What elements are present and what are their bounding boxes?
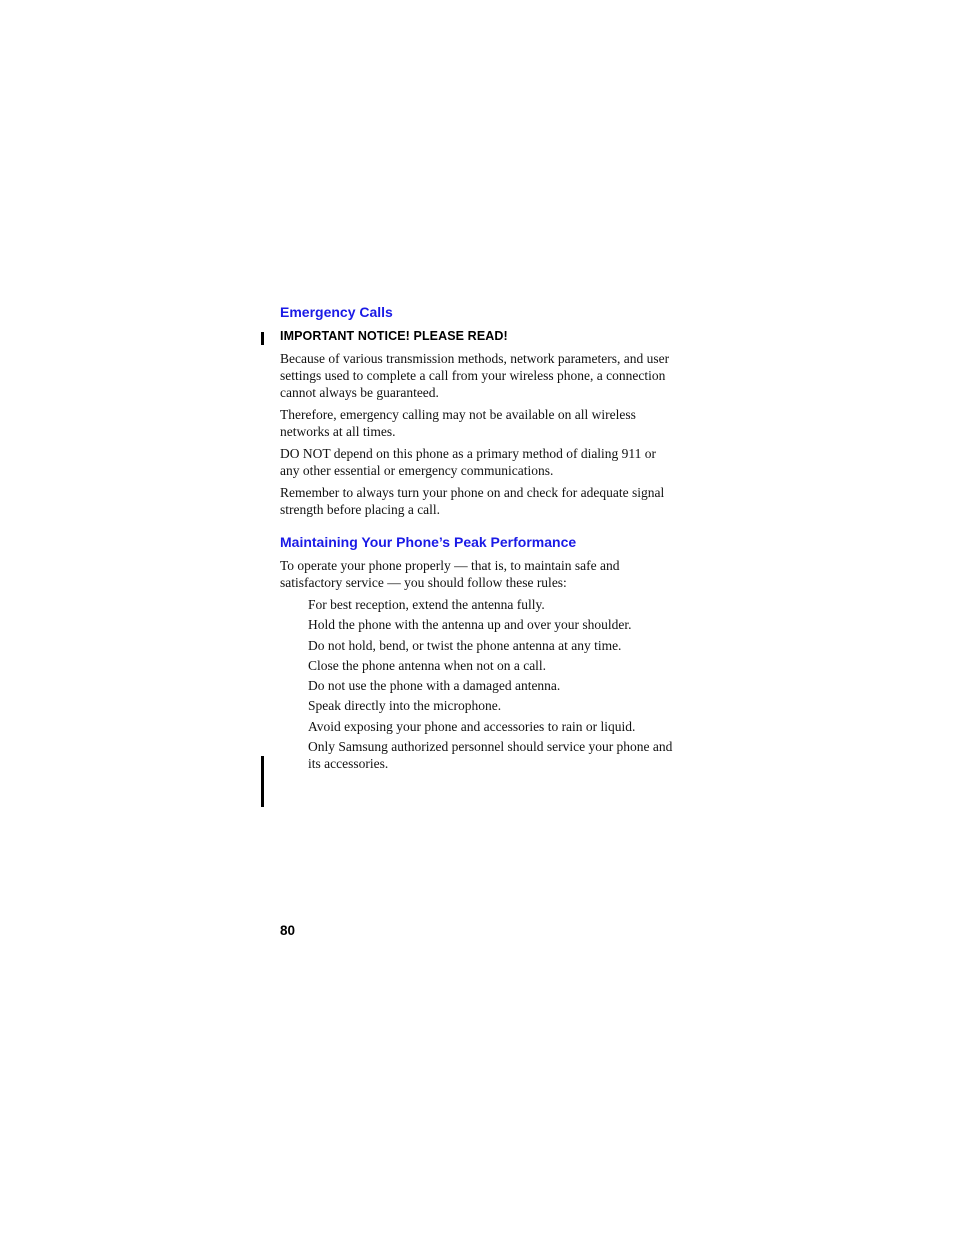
page-number: 80 (280, 923, 296, 938)
list-item: Do not use the phone with a damaged antenna. (308, 678, 561, 694)
list-item: Hold the phone with the antenna up and over your shoulder. (308, 617, 632, 633)
emergency-paragraph: Because of various transmission methods, network parameters, and user settings used to complete a call from your wireless phone, a connection cannot always be guaranteed. (280, 351, 670, 400)
revision-change-bar (261, 332, 264, 345)
emergency-paragraph: Remember to always turn your phone on and check for adequate signal strength before placing a call. (280, 485, 665, 517)
list-item: Avoid exposing your phone and accessories to rain or liquid. (308, 718, 636, 734)
emergency-calls-heading: Emergency Calls (280, 304, 393, 320)
list-item: Do not hold, bend, or twist the phone antenna at any time. (308, 637, 622, 653)
list-item: For best reception, extend the antenna fully. (308, 597, 545, 612)
performance-intro: To operate your phone properly — that is, to maintain safe and satisfactory service — you should follow these rules: (280, 558, 620, 590)
peak-performance-heading: Maintaining Your Phone’s Peak Performance (280, 534, 577, 550)
performance-rules-list (308, 596, 673, 775)
emergency-paragraph: Therefore, emergency calling may not be available on all wireless networks at all times. (280, 407, 636, 439)
revision-change-bar (261, 756, 264, 807)
list-item: Only Samsung authorized personnel should service your phone and its accessories. (308, 739, 673, 772)
emergency-paragraph: DO NOT depend on this phone as a primary method of dialing 911 or any other essential or emergency communications. (280, 446, 657, 478)
list-item: Close the phone antenna when not on a call. (308, 657, 547, 673)
important-notice: IMPORTANT NOTICE! PLEASE READ! (280, 329, 508, 343)
list-item: Speak directly into the microphone. (308, 698, 502, 714)
